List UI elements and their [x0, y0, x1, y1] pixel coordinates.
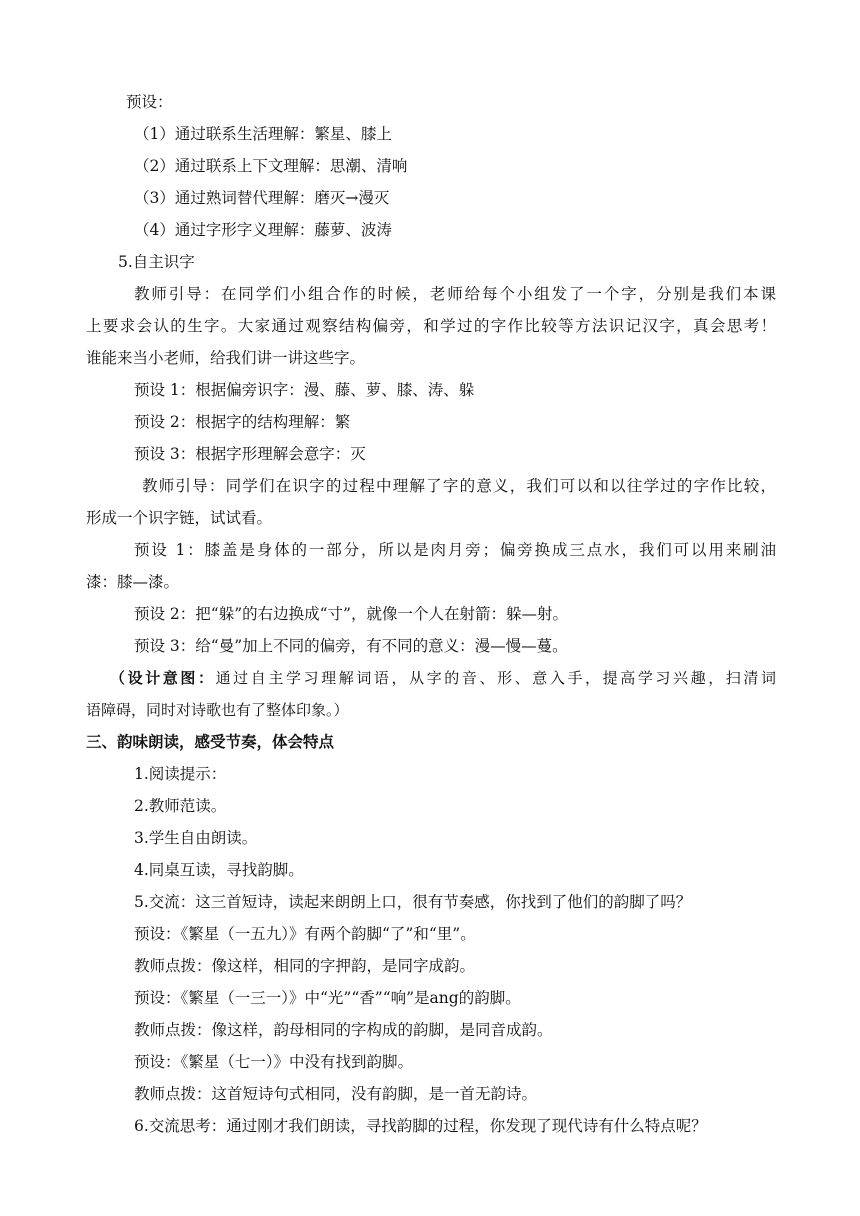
- step-4: 4.同桌互读，寻找韵脚。: [134, 861, 304, 879]
- design-intent-cont: 语障碍，同时对诗歌也有了整体印象。）: [86, 701, 349, 719]
- section-3-heading: 三、韵味朗读，感受节奏，体会特点: [86, 732, 335, 751]
- preset-line: 预设：《繁星（一五九）》有两个韵脚“了”和“里”。: [134, 925, 476, 943]
- teacher-tip: 教师点拨：像这样，相同的字押韵，是同字成韵。: [134, 957, 476, 975]
- preset-2: 预设 2：根据字的结构理解：繁: [134, 413, 351, 431]
- preset-item-2: （2）通过联系上下文理解：思潮、清响: [134, 157, 408, 175]
- paragraph-line: 预设 1：膝盖是身体的一部分，所以是肉月旁；偏旁换成三点水，我们可以用来刷油: [134, 541, 776, 559]
- teacher-tip: 教师点拨：像这样，韵母相同的字构成的韵脚，是同音成韵。: [134, 1021, 553, 1039]
- step-6: 6.交流思考：通过刚才我们朗读，寻找韵脚的过程，你发现了现代诗有什么特点呢？: [134, 1117, 707, 1135]
- preset-line: 预设：《繁星（七一）》中没有找到韵脚。: [134, 1053, 414, 1071]
- preset-item-3: （3）通过熟词替代理解：磨灭→漫灭: [134, 189, 390, 207]
- preset-line: 预设：《繁星（一三一）》中“光”“香”“响”是ang的韵脚。: [134, 989, 521, 1007]
- paragraph-line: 教师引导：在同学们小组合作的时候，老师给每个小组发了一个字，分别是我们本课: [134, 285, 776, 303]
- preset-heading: 预设：: [126, 93, 173, 111]
- design-intent-label: （设计意图：: [110, 669, 216, 687]
- preset-1: 预设 1：根据偏旁识字：漫、藤、萝、膝、涛、躲: [134, 381, 475, 399]
- preset-item-1: （1）通过联系生活理解：繁星、膝上: [134, 125, 392, 143]
- step-1: 1.阅读提示：: [134, 765, 227, 783]
- preset-2b: 预设 2：把“躲”的右边换成“寸”，就像一个人在射箭：躲—射。: [134, 605, 568, 623]
- paragraph-line: 教师引导：同学们在识字的过程中理解了字的意义，我们可以和以往学过的字作比较，: [142, 477, 776, 495]
- preset-3: 预设 3：根据字形理解会意字：灭: [134, 445, 366, 463]
- paragraph-line: 漆：膝—漆。: [86, 573, 180, 591]
- design-intent-text: 通过自主学习理解词语，从字的音、形、意入手，提高学习兴趣，扫清词: [215, 669, 776, 687]
- paragraph-line: 形成一个识字链，试试看。: [86, 509, 273, 527]
- preset-3b: 预设 3：给“曼”加上不同的偏旁，有不同的意义：漫—慢—蔓。: [134, 637, 568, 655]
- paragraph-line: 谁能来当小老师，给我们讲一讲这些字。: [86, 349, 366, 367]
- design-intent: [110, 668, 776, 688]
- paragraph-line: 上要求会认的生字。大家通过观察结构偏旁，和学过的字作比较等方法识记汉字，真会思考！: [86, 317, 776, 335]
- preset-item-4: （4）通过字形字义理解：藤萝、波涛: [134, 221, 392, 239]
- section-5-heading: 5.自主识字: [118, 253, 195, 271]
- teacher-tip: 教师点拨：这首短诗句式相同，没有韵脚，是一首无韵诗。: [134, 1085, 538, 1103]
- step-3: 3.学生自由朗读。: [134, 829, 258, 847]
- step-2: 2.教师范读。: [134, 797, 227, 815]
- step-5: 5.交流：这三首短诗，读起来朗朗上口，很有节奏感，你找到了他们的韵脚了吗？: [134, 893, 692, 911]
